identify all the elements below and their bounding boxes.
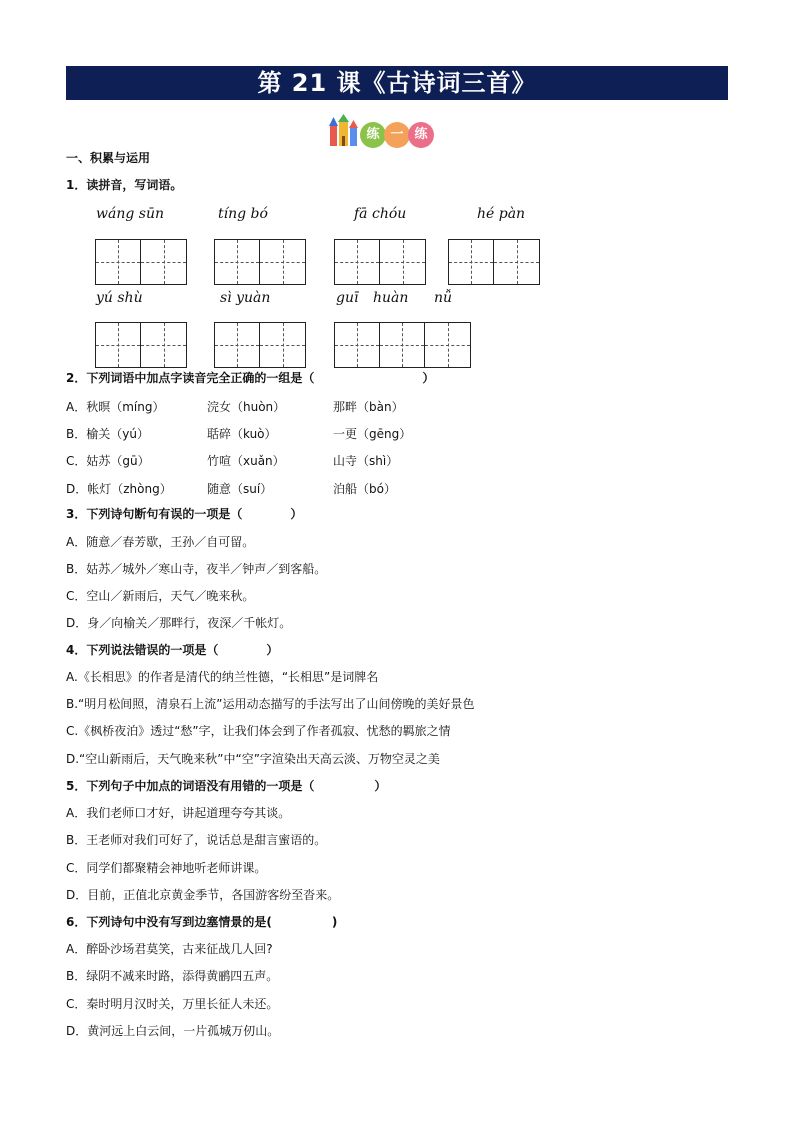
q4-option: C.《枫桥夜泊》透过“愁”字，让我们体会到了作者孤寂、忧愁的羁旅之情 bbox=[66, 724, 451, 738]
q5-option: A．我们老师口才好，讲起道理夸夸其谈。 bbox=[66, 806, 291, 820]
writing-grid[interactable] bbox=[95, 239, 187, 285]
pinyin: sì yuàn bbox=[220, 290, 271, 306]
q2-option: A．秋暝（míng） bbox=[66, 400, 165, 414]
q6-prompt: 6．下列诗句中没有写到边塞情景的是( ) bbox=[66, 915, 338, 929]
writing-grid[interactable] bbox=[214, 322, 306, 368]
q2-option: 聒碎（kuò） bbox=[207, 427, 277, 441]
q2-option: D．帐灯（zhòng） bbox=[66, 482, 172, 496]
q2-option: 泊船（bó） bbox=[333, 482, 396, 496]
q3-option: A．随意／春芳歇，王孙／自可留。 bbox=[66, 535, 255, 549]
pinyin: tíng bó bbox=[218, 206, 268, 222]
badge-char-2: 一 bbox=[384, 122, 410, 148]
writing-grid[interactable] bbox=[334, 322, 471, 368]
q5-option: D．目前，正值北京黄金季节，各国游客纷至沓来。 bbox=[66, 888, 340, 902]
pinyin: guī bbox=[336, 290, 359, 306]
writing-grid[interactable] bbox=[95, 322, 187, 368]
castle-icon bbox=[328, 114, 360, 148]
badge-char-1: 练 bbox=[360, 122, 386, 148]
q6-option: D．黄河远上白云间，一片孤城万仞山。 bbox=[66, 1024, 280, 1038]
writing-grid[interactable] bbox=[448, 239, 540, 285]
writing-grid[interactable] bbox=[214, 239, 306, 285]
pinyin: hé pàn bbox=[477, 206, 526, 222]
badge-char-3: 练 bbox=[408, 122, 434, 148]
q4-option: D.“空山新雨后，天气晚来秋”中“空”字渲染出天高云淡、万物空灵之美 bbox=[66, 752, 440, 766]
q6-option: C．秦时明月汉时关，万里长征人未还。 bbox=[66, 997, 279, 1011]
q2-option: B．榆关（yú） bbox=[66, 427, 149, 441]
q2-prompt: 2．下列词语中加点字读音完全正确的一组是（ ） bbox=[66, 371, 435, 385]
q2-option: 随意（suí） bbox=[207, 482, 273, 496]
pinyin: yú shù bbox=[96, 290, 143, 306]
pinyin: nǚ bbox=[434, 290, 453, 306]
q5-prompt: 5．下列句子中加点的词语没有用错的一项是（ ） bbox=[66, 779, 387, 793]
pinyin: wáng sūn bbox=[96, 206, 164, 222]
q3-option: C．空山／新雨后，天气／晚来秋。 bbox=[66, 589, 255, 603]
pinyin: huàn bbox=[373, 290, 409, 306]
q2-option: 一更（gēng） bbox=[333, 427, 412, 441]
pinyin: fā chóu bbox=[354, 206, 407, 222]
q2-option: 竹喧（xuǎn） bbox=[207, 454, 285, 468]
q1-prompt: 1．读拼音，写词语。 bbox=[66, 178, 183, 192]
q3-option: D．身／向榆关／那畔行，夜深／千帐灯。 bbox=[66, 616, 292, 630]
page-title: 第 21 课《古诗词三首》 bbox=[66, 66, 728, 100]
section-heading: 一、积累与运用 bbox=[66, 151, 151, 165]
q2-option: 那畔（bàn） bbox=[333, 400, 404, 414]
writing-grid[interactable] bbox=[334, 239, 426, 285]
q4-prompt: 4．下列说法错误的一项是（ ） bbox=[66, 643, 279, 657]
q5-option: B．王老师对我们可好了，说话总是甜言蜜语的。 bbox=[66, 833, 327, 847]
q2-option: 浣女（huòn） bbox=[207, 400, 286, 414]
q4-option: A.《长相思》的作者是清代的纳兰性德，“长相思”是词牌名 bbox=[66, 670, 379, 684]
q3-prompt: 3．下列诗句断句有误的一项是（ ） bbox=[66, 507, 303, 521]
q4-option: B.“明月松间照，清泉石上流”运用动态描写的手法写出了山间傍晚的美好景色 bbox=[66, 697, 475, 711]
q3-option: B．姑苏／城外／寒山寺，夜半／钟声／到客船。 bbox=[66, 562, 327, 576]
q6-option: A．醉卧沙场君莫笑，古来征战几人回? bbox=[66, 942, 273, 956]
q6-option: B．绿阴不减来时路，添得黄鹂四五声。 bbox=[66, 969, 279, 983]
practice-badge bbox=[328, 114, 438, 148]
q2-option: 山寺（shì） bbox=[333, 454, 399, 468]
q5-option: C．同学们都聚精会神地听老师讲课。 bbox=[66, 861, 267, 875]
q2-option: C．姑苏（gū） bbox=[66, 454, 150, 468]
